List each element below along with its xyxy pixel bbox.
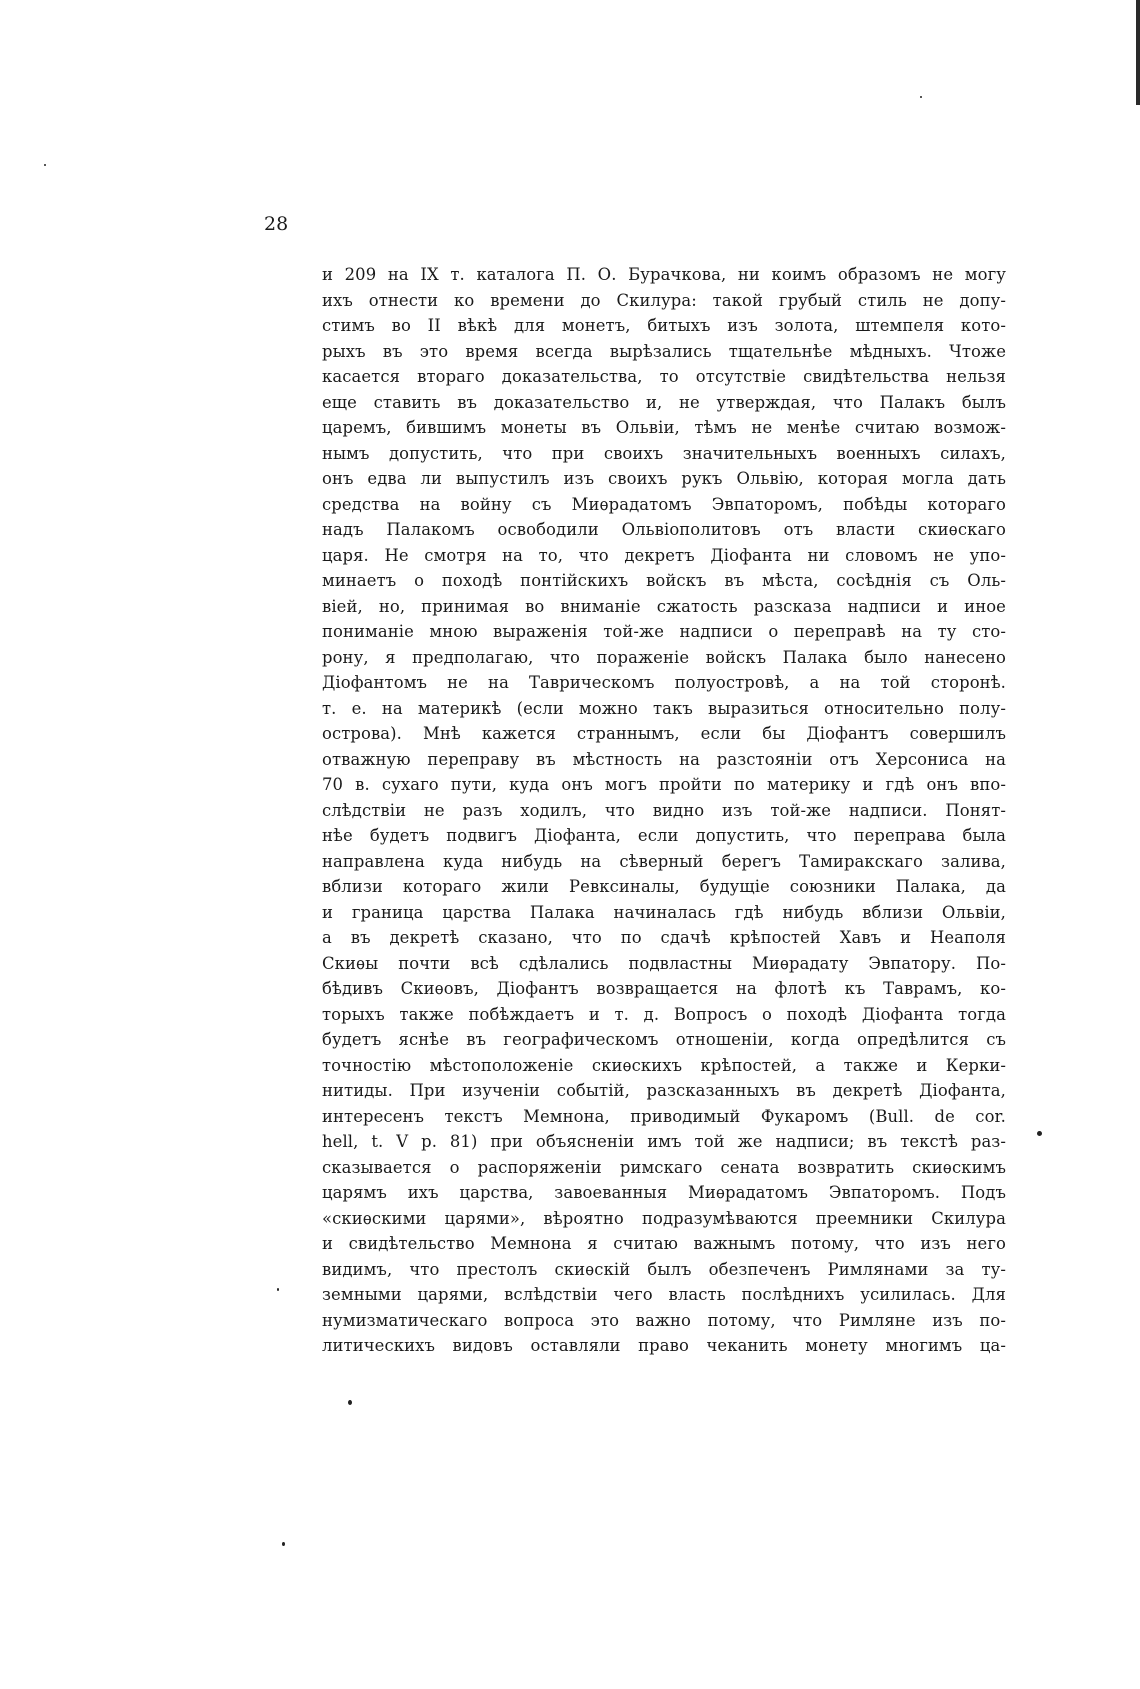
page-edge-shadow — [1136, 0, 1140, 105]
text-line: отважную переправу въ мѣстность на разстояніи отъ Херсониса на — [322, 749, 1006, 769]
text-line: и свидѣтельство Мемнона я считаю важнымъ потому, что изъ него — [322, 1234, 1006, 1253]
text-line: рыхъ въ это время всегда вырѣзались тщательнѣе мѣдныхъ. Чтоже — [322, 341, 1006, 361]
text-line: бѣдивъ Скиѳовъ, Діофантъ возвращается на флотѣ къ Таврамъ, ко- — [322, 979, 1006, 998]
scan-speck — [277, 1288, 279, 1291]
text-line: интересенъ текстъ Мемнона, приводимый Фукаромъ (Bull. de cor. — [322, 1106, 1006, 1126]
text-line: сказывается о распоряженіи римскаго сената возвратить скиѳскимъ — [322, 1157, 1006, 1177]
text-line: нѣе будетъ подвигъ Діофанта, если допустить, что переправа была — [322, 826, 1006, 845]
text-line: онъ едва ли выпустилъ изъ своихъ рукъ Ольвію, которая могла дать — [322, 469, 1006, 488]
text-line: віей, но, принимая во вниманіе сжатость разсказа надписи и иное — [322, 596, 1006, 616]
text-line: Діофантомъ не на Таврическомъ полуостровѣ, а на той сторонѣ. — [322, 673, 1006, 692]
text-line: рону, я предполагаю, что пораженіе войскъ Палака было нанесено — [322, 647, 1006, 667]
text-line: и 209 на IX т. каталога П. О. Бурачкова, ни коимъ образомъ не могу — [322, 265, 1006, 284]
text-line: 70 в. сухаго пути, куда онъ могъ пройти по материку и гдѣ онъ впо- — [322, 775, 1006, 794]
text-line: царемъ, бившимъ монеты въ Ольвіи, тѣмъ не менѣе считаю возмож- — [322, 418, 1006, 437]
scan-speck — [920, 96, 922, 98]
text-line: острова). Мнѣ кажется страннымъ, если бы Діофантъ совершилъ — [322, 724, 1006, 743]
text-line: литическихъ видовъ оставляли право чеканить монету многимъ ца- — [322, 1336, 1006, 1355]
text-line: земными царями, вслѣдствіи чего власть послѣднихъ усилилась. Для — [322, 1285, 1006, 1304]
text-line: царямъ ихъ царства, завоеванныя Миѳрадатомъ Эвпаторомъ. Подъ — [322, 1183, 1006, 1202]
text-line: т. е. на материкѣ (если можно такъ выразиться относительно полу- — [322, 698, 1006, 718]
text-line: нымъ допустить, что при своихъ значительныхъ военныхъ силахъ, — [322, 443, 1006, 463]
scan-speck — [44, 164, 46, 166]
text-line: торыхъ также побѣждаетъ и т. д. Вопросъ о походѣ Діофанта тогда — [322, 1004, 1006, 1024]
text-line: стимъ во II вѣкѣ для монетъ, битыхъ изъ золота, штемпеля кото- — [322, 316, 1006, 335]
text-line: ихъ отнести ко времени до Скилура: такой грубый стиль не допу- — [322, 290, 1006, 310]
text-line: средства на войну съ Миѳрадатомъ Эвпаторомъ, побѣды котораго — [322, 494, 1006, 514]
scan-speck — [282, 1542, 285, 1546]
page-number: 28 — [264, 213, 289, 235]
text-line: будетъ яснѣе въ географическомъ отношеніи, когда опредѣлится съ — [322, 1030, 1006, 1049]
text-line: видимъ, что престолъ скиѳскій былъ обезпеченъ Римлянами за ту- — [322, 1259, 1006, 1279]
text-line: и граница царства Палака начиналась гдѣ нибудь вблизи Ольвіи, — [322, 902, 1006, 922]
text-line: касается втораго доказательства, то отсутствіе свидѣтельства нельзя — [322, 367, 1006, 386]
text-line: «скиѳскими царями», вѣроятно подразумѣваются преемники Скилура — [322, 1208, 1006, 1228]
text-line: hell, t. V p. 81) при объясненіи имъ той же надписи; въ текстѣ раз- — [322, 1132, 1006, 1151]
text-line: точностію мѣстоположеніе скиѳскихъ крѣпостей, а также и Керки- — [322, 1055, 1006, 1075]
text-line: минаетъ о походѣ понтійскихъ войскъ въ мѣста, сосѣднія съ Оль- — [322, 571, 1006, 590]
text-line: царя. Не смотря на то, что декретъ Діофанта ни словомъ не упо- — [322, 545, 1006, 565]
text-line: пониманіе мною выраженія той-же надписи о переправѣ на ту сто- — [322, 622, 1006, 641]
text-line: а въ декретѣ сказано, что по сдачѣ крѣпостей Хавъ и Неаполя — [322, 928, 1006, 947]
body-text — [322, 262, 1006, 1359]
text-line: направлена куда нибудь на сѣверный берегъ Тамиракскаго залива, — [322, 851, 1006, 871]
text-line: слѣдствіи не разъ ходилъ, что видно изъ той-же надписи. Понят- — [322, 800, 1006, 820]
scan-speck — [348, 1400, 352, 1405]
scan-speck — [1037, 1131, 1042, 1136]
text-line: вблизи котораго жили Ревксиналы, будущіе союзники Палака, да — [322, 877, 1006, 896]
text-line: нумизматическаго вопроса это важно потому, что Римляне изъ по- — [322, 1310, 1006, 1330]
text-line: надъ Палакомъ освободили Ольвіополитовъ отъ власти скиѳскаго — [322, 520, 1006, 539]
text-line: еще ставить въ доказательство и, не утверждая, что Палакъ былъ — [322, 392, 1006, 412]
text-line: Скиѳы почти всѣ сдѣлались подвластны Миѳрадату Эвпатору. По- — [322, 953, 1006, 973]
text-line: нитиды. При изученіи событій, разсказанныхъ въ декретѣ Діофанта, — [322, 1081, 1006, 1100]
